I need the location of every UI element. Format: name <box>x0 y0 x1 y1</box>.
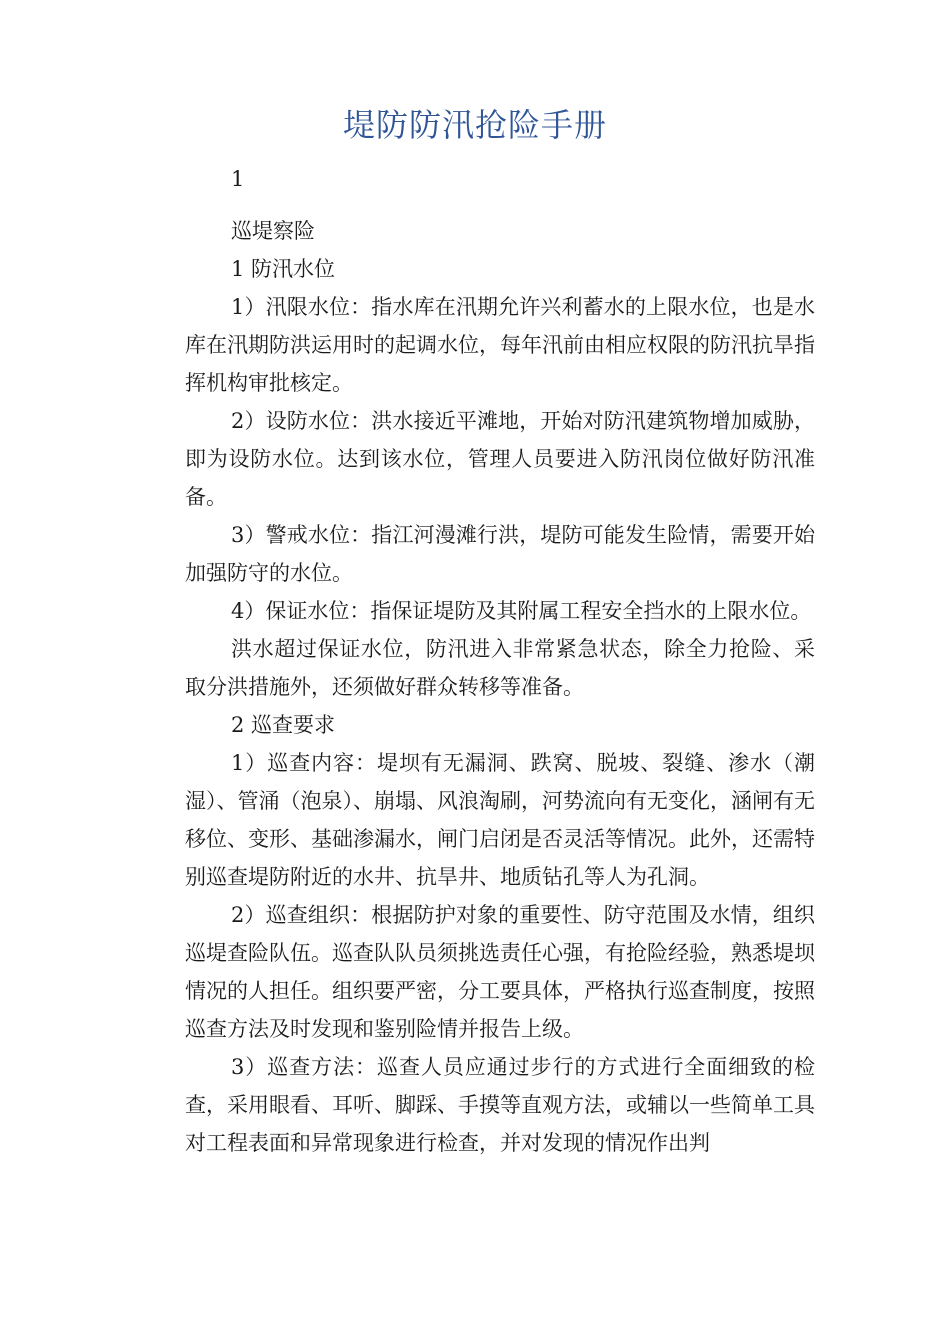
subsection-heading: 2 巡查要求 <box>231 713 336 737</box>
subsection-heading: 1 防汛水位 <box>231 257 336 281</box>
document-body <box>185 160 815 1162</box>
paragraph: 4）保证水位：指保证堤防及其附属工程安全挡水的上限水位。 <box>231 599 812 623</box>
paragraph: 1）汛限水位：指水库在汛期允许兴利蓄水的上限水位，也是水库在汛期防洪运用时的起调水位，每年汛前由相应权限的防汛抗旱指挥机构审批核定。 <box>185 295 815 395</box>
section-heading: 巡堤察险 <box>231 219 315 243</box>
paragraph: 3）警戒水位：指江河漫滩行洪，堤防可能发生险情，需要开始加强防守的水位。 <box>185 523 815 585</box>
section-number: 1 <box>231 167 245 191</box>
paragraph: 洪水超过保证水位，防汛进入非常紧急状态，除全力抢险、采取分洪措施外，还须做好群众转移等准备。 <box>185 637 815 699</box>
paragraph: 1）巡查内容：堤坝有无漏洞、跌窝、脱坡、裂缝、渗水（潮湿）、管涌（泡泉）、崩塌、风浪淘刷，河势流向有无变化，涵闸有无移位、变形、基础渗漏水，闸门启闭是否灵活等情况。此外，还需特别巡查堤防附近的水井、抗旱井、地质钻孔等人为孔洞。 <box>185 751 815 889</box>
document-title: 堤防防汛抢险手册 <box>342 106 607 144</box>
paragraph: 2）设防水位：洪水接近平滩地，开始对防汛建筑物增加威胁，即为设防水位。达到该水位，管理人员要进入防汛岗位做好防汛准备。 <box>185 409 815 509</box>
paragraph: 2）巡查组织：根据防护对象的重要性、防守范围及水情，组织巡堤查险队伍。巡查队队员须挑选责任心强，有抢险经验，熟悉堤坝情况的人担任。组织要严密，分工要具体，严格执行巡查制度，按照巡查方法及时发现和鉴别险情并报告上级。 <box>185 903 815 1041</box>
paragraph: 3）巡查方法：巡查人员应通过步行的方式进行全面细致的检查，采用眼看、耳听、脚踩、手摸等直观方法，或辅以一些简单工具对工程表面和异常现象进行检查，并对发现的情况作出判 <box>185 1055 815 1155</box>
